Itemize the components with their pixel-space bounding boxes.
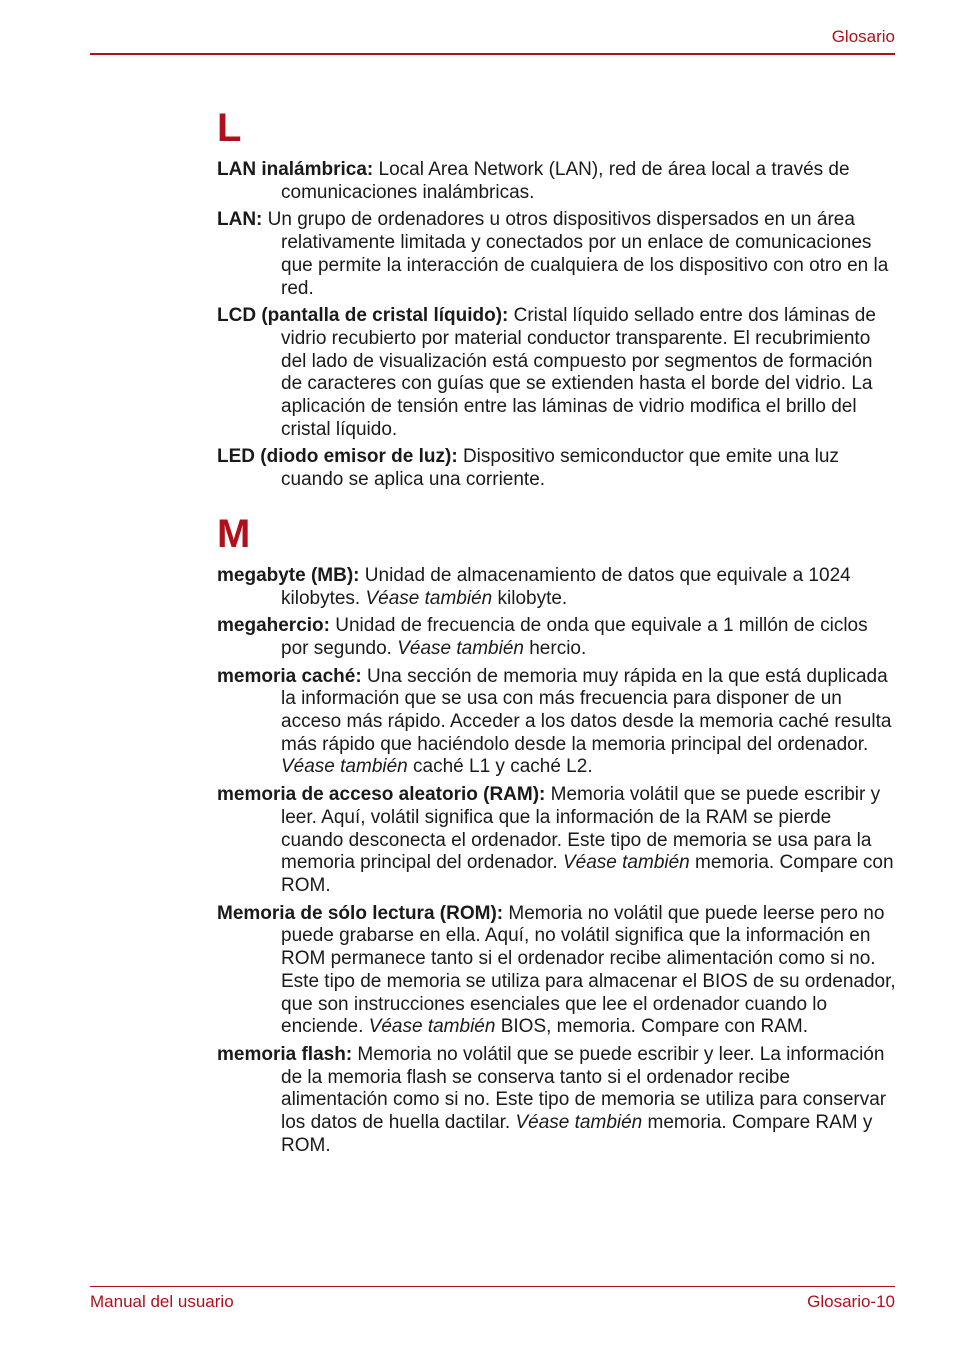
glossary-entry	[217, 305, 897, 441]
section-letter-heading: M	[217, 511, 251, 556]
cross-reference-label: Véase también	[397, 637, 524, 659]
glossary-term: LAN inalámbrica:	[217, 159, 374, 180]
cross-reference-label: Véase también	[563, 852, 690, 874]
glossary-definition: Un grupo de ordenadores u otros dispositivos dispersados en un área relativamente limitada y conectados por un enlace de comunicaciones que permite la interacción de cualquiera de los dispositivo con otro en la red.	[262, 209, 889, 299]
glossary-entry	[217, 666, 897, 780]
cross-reference-label: Véase también	[365, 587, 493, 609]
glossary-entry	[217, 209, 897, 300]
glossary-definition: Memoria no volátil que se puede escribir y leer. La información de la memoria flash se conserva tanto si el ordenador recibe alimentación como si no. Este tipo de memoria se utiliza para conservar los datos de huella dactilar.	[281, 1043, 887, 1134]
glossary-entry	[217, 903, 897, 1039]
cross-reference-label: Véase también	[515, 1112, 643, 1134]
footer-page-number: Glosario-10	[807, 1292, 895, 1311]
glossary-content	[217, 104, 897, 1162]
glossary-definition: Unidad de almacenamiento de datos que equivale a 1024 kilobytes.	[281, 564, 851, 609]
glossary-term: memoria de acceso aleatorio (RAM):	[217, 784, 546, 806]
glossary-entry	[217, 1044, 897, 1158]
footer-manual-title: Manual del usuario	[90, 1292, 234, 1311]
glossary-definition: Memoria no volátil que puede leerse pero no puede grabarse en ella. Aquí, no volátil significa que la información en ROM permanece tanto si el ordenador recibe alimentación como si no. Este tipo de memoria se utiliza para almacenar el BIOS de su ordenador, que son instrucciones esenciales que lee el ordenador cuando lo enciende.	[281, 902, 896, 1038]
glossary-definition: hercio.	[523, 637, 587, 659]
glossary-section	[217, 104, 897, 492]
section-letter-heading: L	[217, 106, 242, 150]
glossary-term: LCD (pantalla de cristal líquido):	[217, 305, 509, 327]
glossary-term: megabyte (MB):	[217, 564, 360, 586]
glossary-entry	[217, 615, 897, 660]
glossary-term: Memoria de sólo lectura (ROM):	[217, 902, 504, 924]
glossary-definition: memoria. Compare RAM y ROM.	[281, 1112, 873, 1156]
glossary-entry	[217, 159, 897, 204]
glossary-definition: Memoria volátil que se puede escribir y leer. Aquí, volátil significa que la información de la RAM se pierde cuando desconecta el ordenador. Este tipo de memoria se usa para la memoria principal del ordenador.	[281, 784, 881, 874]
glossary-section	[217, 510, 897, 1158]
glossary-term: megahercio:	[217, 615, 330, 637]
glossary-definition: Una sección de memoria muy rápida en la que está duplicada la información que se usa con más frecuencia para disponer de un acceso más rápido. Acceder a los datos desde la memoria caché resulta más rápido que haciéndolo desde la memoria principal del ordenador.	[281, 665, 892, 755]
glossary-entry	[217, 784, 897, 898]
glossary-definition: Cristal líquido sellado entre dos láminas de vidrio recubierto por material conductor transparente. El recubrimiento del lado de visualización está compuesto por segmentos de formación de caracteres con guías que se extienden hasta el borde del vidrio. La aplicación de tensión entre las láminas de vidrio modifica el brillo del cristal líquido.	[281, 305, 876, 440]
glossary-term: LAN:	[217, 209, 263, 231]
glossary-term: LED (diodo emisor de luz):	[217, 446, 458, 468]
glossary-definition: Dispositivo semiconductor que emite una luz cuando se aplica una corriente.	[281, 446, 839, 491]
glossary-term: memoria caché:	[217, 665, 362, 687]
cross-reference-label: Véase también	[368, 1016, 496, 1038]
glossary-definition: Unidad de frecuencia de onda que equivale a 1 millón de ciclos por segundo.	[281, 615, 868, 659]
glossary-definition: memoria. Compare con ROM.	[281, 852, 894, 896]
header-divider	[90, 53, 895, 55]
cross-reference-label: Véase también	[281, 756, 408, 778]
glossary-entry	[217, 446, 897, 491]
page-header-title: Glosario	[831, 27, 895, 46]
footer-divider	[90, 1286, 895, 1287]
glossary-definition: BIOS, memoria. Compare con RAM.	[495, 1016, 808, 1038]
glossary-definition: Local Area Network (LAN), red de área local a través de comunicaciones inalámbricas.	[281, 159, 850, 203]
glossary-definition: caché L1 y caché L2.	[407, 756, 593, 778]
glossary-entry	[217, 565, 897, 610]
glossary-definition: kilobyte.	[492, 587, 568, 609]
glossary-term: memoria flash:	[217, 1043, 353, 1065]
